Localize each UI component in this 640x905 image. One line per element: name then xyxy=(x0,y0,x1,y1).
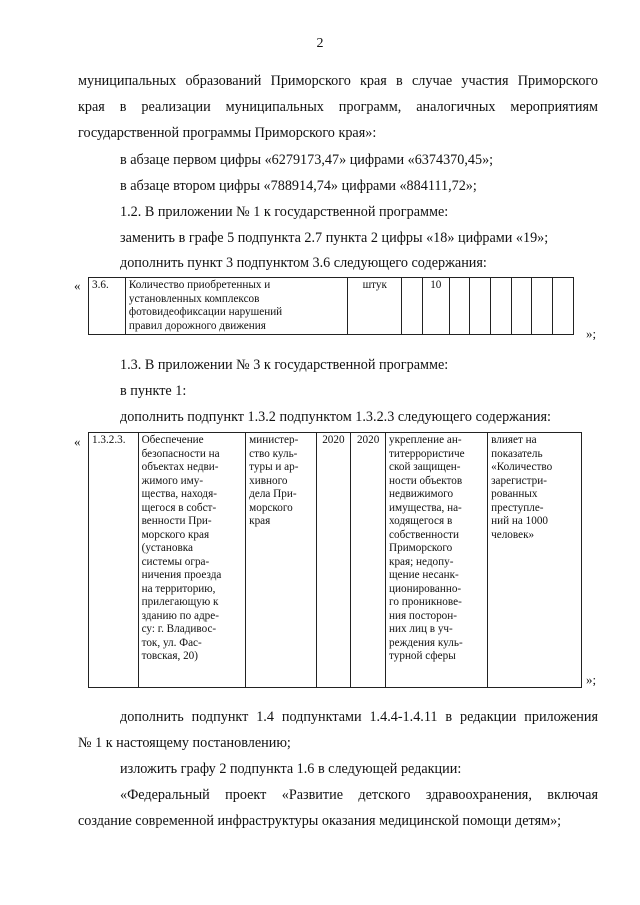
table-cell-empty xyxy=(511,278,532,335)
table-cell-year-start: 2020 xyxy=(316,433,351,688)
open-quote: « xyxy=(74,278,81,293)
paragraph-line: муниципальных образований Приморского края в случае участия Приморского xyxy=(78,73,598,89)
paragraph-line: в абзаце втором цифры «788914,74» цифрами «884111,72»; xyxy=(120,178,477,194)
paragraph-line: № 1 к настоящему постановлению; xyxy=(78,735,291,751)
paragraph-line: создание современной инфраструктуры оказания медицинской помощи детям»; xyxy=(78,813,562,829)
open-quote: « xyxy=(74,434,81,449)
section-heading: 1.3. В приложении № 3 к государственной программе: xyxy=(120,357,449,373)
table-cell-effect: влияет на показатель «Количество зарегистри- рованных преступле- ний на 1000 человек» xyxy=(488,433,582,688)
table-cell-name: Обеспечение безопасности на объектах недви- жимого иму- щества, находя- щегося в собст- венности При- морского края (установка системы огра- ничения проезда на территорию, прилегающую к зданию по адре- су: г. Владивос- ток, ул. Фас- товская, 20) xyxy=(138,433,246,688)
table-cell-num: 1.3.2.3. xyxy=(89,433,139,688)
table-cell-executor: министер- ство куль- туры и ар- хивного дела При- морского края xyxy=(246,433,316,688)
table-row xyxy=(89,433,582,688)
paragraph-line: дополнить пункт 3 подпунктом 3.6 следующего содержания: xyxy=(120,255,487,271)
paragraph-line: края в реализации муниципальных программ, аналогичных мероприятиям xyxy=(78,99,598,115)
section-heading: 1.2. В приложении № 1 к государственной программе: xyxy=(120,204,449,220)
paragraph-line: «Федеральный проект «Развитие детского здравоохранения, включая xyxy=(120,787,598,803)
table-cell-num: 3.6. xyxy=(89,278,126,335)
table-cell-empty xyxy=(532,278,553,335)
paragraph-line: в абзаце первом цифры «6279173,47» цифрами «6374370,45»; xyxy=(120,152,494,168)
paragraph-line: изложить графу 2 подпункта 1.6 в следующей редакции: xyxy=(120,761,462,777)
paragraph-line: государственной программы Приморского края»: xyxy=(78,125,377,141)
table-cell-empty xyxy=(402,278,423,335)
page-number: 2 xyxy=(316,36,324,51)
paragraph-line: дополнить подпункт 1.4 подпунктами 1.4.4-1.4.11 в редакции приложения xyxy=(120,709,598,725)
table-cell-empty xyxy=(449,278,470,335)
table-cell-year-end: 2020 xyxy=(351,433,386,688)
close-quote: »; xyxy=(586,326,597,341)
table-cell-unit: штук xyxy=(348,278,402,335)
table-cell-empty xyxy=(553,278,574,335)
paragraph-line: дополнить подпункт 1.3.2 подпунктом 1.3.2.3 следующего содержания: xyxy=(120,409,551,425)
close-quote: »; xyxy=(586,672,597,687)
table-1323 xyxy=(88,432,582,688)
table-row xyxy=(89,278,574,335)
table-cell-empty xyxy=(491,278,512,335)
table-cell-empty xyxy=(470,278,491,335)
table-cell-name: Количество приобретенных и установленных комплексов фотовидеофиксации нарушений правил дорожного движения xyxy=(125,278,347,335)
paragraph-line: заменить в графе 5 подпункта 2.7 пункта 2 цифры «18» цифрами «19»; xyxy=(120,230,549,246)
table-cell-value: 10 xyxy=(423,278,449,335)
table-cell-result: укрепление ан- титеррористиче ской защищен- ности объектов недвижимого имущества, на- ходящегося в собственности Приморского края; недопу- щение несанк- ционированно- го проникнове- ния посторон- них лиц в уч- реждения куль- турной сферы xyxy=(386,433,488,688)
paragraph-line: в пункте 1: xyxy=(120,383,187,399)
table-36 xyxy=(88,277,574,335)
